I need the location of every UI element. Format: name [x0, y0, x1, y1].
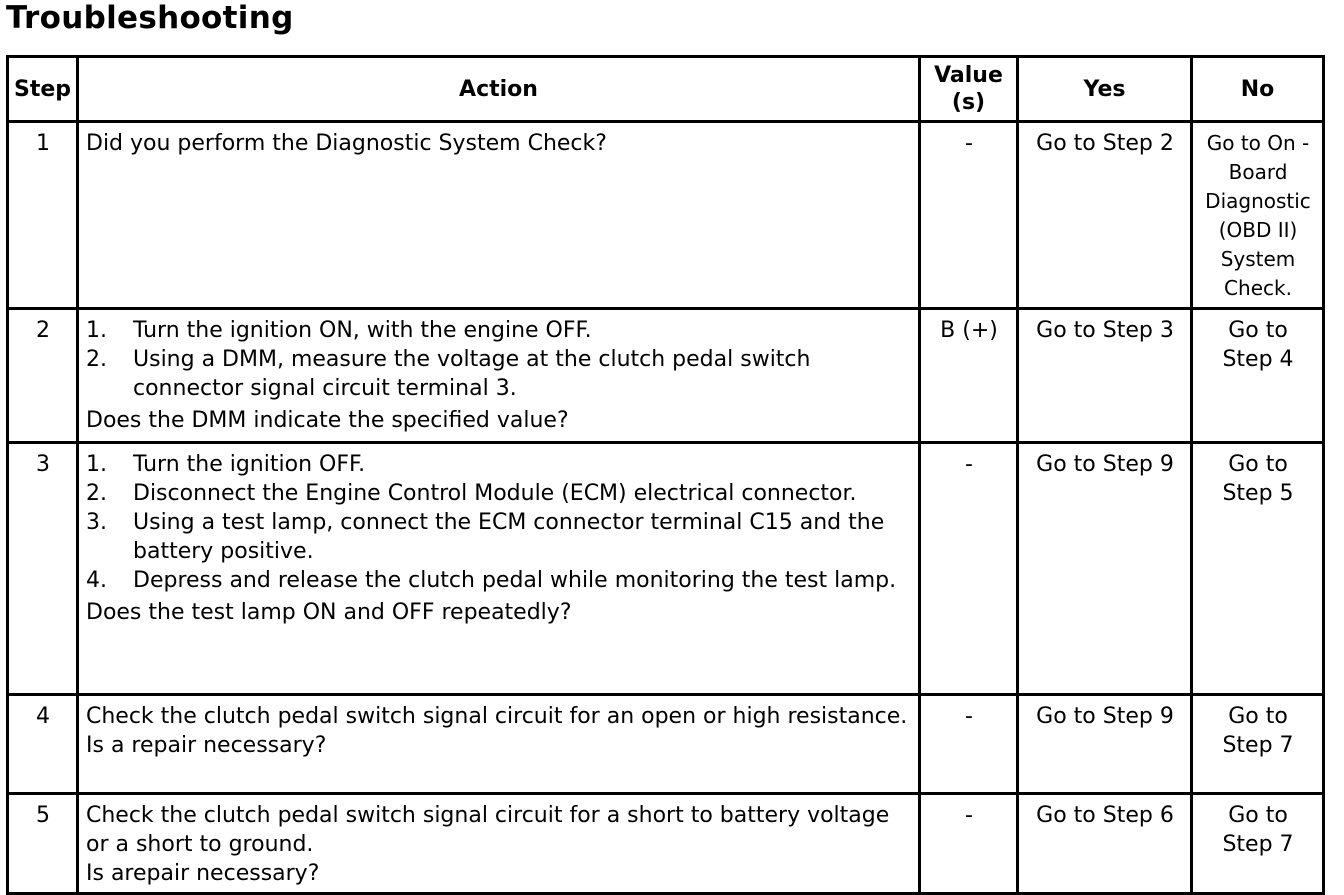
header-yes: Yes: [1018, 57, 1192, 122]
table-row: [8, 443, 1324, 695]
action-instruction: Check the clutch pedal switch signal circuit for a short to battery voltage or a short to ground.: [86, 803, 890, 857]
yes-cell: Go to Step 3: [1018, 309, 1192, 443]
header-row: [8, 57, 1324, 122]
value-cell: -: [920, 443, 1018, 695]
yes-cell: Go to Step 9: [1018, 443, 1192, 695]
action-step: [86, 345, 912, 403]
action-step-number: 4.: [86, 568, 107, 593]
action-step-text: Using a DMM, measure the voltage at the clutch pedal switch connector signal circuit terminal 3.: [133, 347, 811, 401]
header-no: No: [1192, 57, 1324, 122]
step-number: 3: [8, 443, 78, 695]
action-cell: [78, 122, 920, 309]
action-step-text: Disconnect the Engine Control Module (ECM) electrical connector.: [133, 481, 857, 506]
action-step-number: 3.: [86, 510, 107, 535]
action-step: [86, 479, 912, 508]
table-row: [8, 122, 1324, 309]
action-steps-list: [86, 450, 912, 595]
no-cell: Go to On -Board Diagnostic (OBD II) System Check.: [1192, 122, 1324, 309]
action-step-number: 2.: [86, 481, 107, 506]
value-cell: -: [920, 695, 1018, 794]
action-step: [86, 450, 912, 479]
header-action: Action: [78, 57, 920, 122]
action-step-text: Turn the ignition ON, with the engine OFF.: [133, 318, 592, 343]
step-number: 1: [8, 122, 78, 309]
action-question: Is a repair necessary?: [86, 733, 327, 758]
action-steps-list: [86, 316, 912, 403]
yes-cell: Go to Step 2: [1018, 122, 1192, 309]
table-row: [8, 794, 1324, 894]
table-row: [8, 695, 1324, 794]
troubleshooting-table: [6, 55, 1325, 895]
no-cell: Go to Step 4: [1192, 309, 1324, 443]
yes-cell: Go to Step 9: [1018, 695, 1192, 794]
action-step-number: 2.: [86, 347, 107, 372]
action-step-text: Using a test lamp, connect the ECM connector terminal C15 and the battery positive.: [133, 510, 885, 564]
action-instruction: Check the clutch pedal switch signal circuit for an open or high resistance.: [86, 704, 908, 729]
action-step: [86, 566, 912, 595]
page-title: Troubleshooting: [6, 0, 294, 36]
action-step-number: 1.: [86, 318, 107, 343]
action-step: [86, 508, 912, 566]
header-step: Step: [8, 57, 78, 122]
action-question: Did you perform the Diagnostic System Check?: [86, 131, 607, 156]
action-question: Does the DMM indicate the specified value?: [86, 408, 569, 433]
table-row: [8, 309, 1324, 443]
step-number: 4: [8, 695, 78, 794]
value-cell: B (+): [920, 309, 1018, 443]
action-step-number: 1.: [86, 452, 107, 477]
action-question: Does the test lamp ON and OFF repeatedly?: [86, 600, 572, 625]
no-cell: Go to Step 7: [1192, 794, 1324, 894]
action-cell: [78, 794, 920, 894]
action-step-text: Turn the ignition OFF.: [133, 452, 366, 477]
action-cell: [78, 695, 920, 794]
action-step-text: Depress and release the clutch pedal while monitoring the test lamp.: [133, 568, 897, 593]
value-cell: -: [920, 122, 1018, 309]
header-value: Value (s): [920, 57, 1018, 122]
no-cell: Go to Step 7: [1192, 695, 1324, 794]
action-step: [86, 316, 912, 345]
action-cell: [78, 443, 920, 695]
step-number: 2: [8, 309, 78, 443]
step-number: 5: [8, 794, 78, 894]
yes-cell: Go to Step 6: [1018, 794, 1192, 894]
action-question: Is arepair necessary?: [86, 861, 320, 886]
action-cell: [78, 309, 920, 443]
value-cell: -: [920, 794, 1018, 894]
no-cell: Go to Step 5: [1192, 443, 1324, 695]
